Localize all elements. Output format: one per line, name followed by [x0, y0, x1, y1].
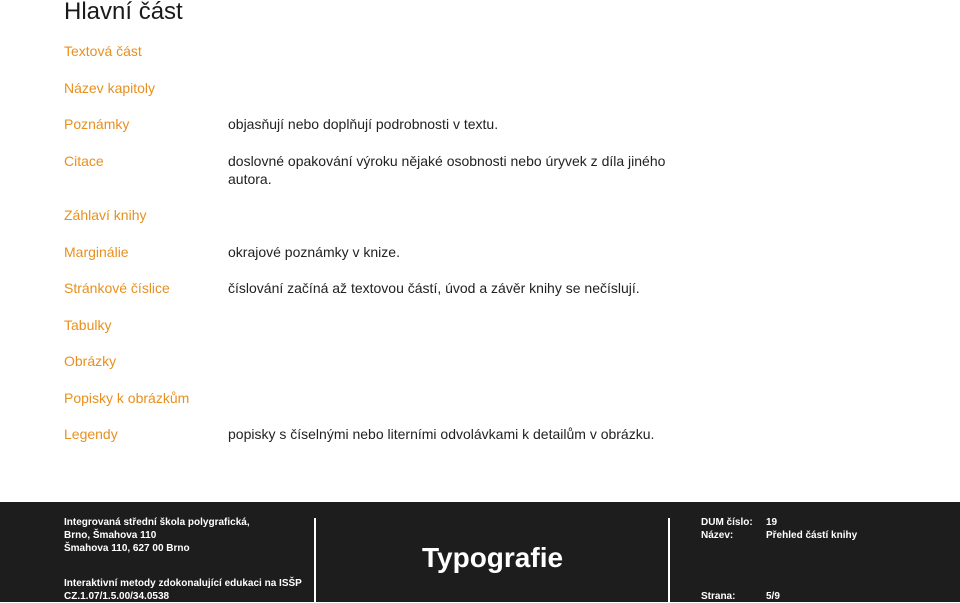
term-strankove-cislice: Stránkové číslice [64, 280, 170, 296]
page-title: Hlavní část [64, 0, 183, 25]
footer-subject-title: Typografie [422, 542, 564, 573]
term-nazev-kapitoly: Název kapitoly [64, 80, 156, 96]
term-popisky-k-obrazkum: Popisky k obrázkům [64, 390, 190, 406]
term-obrazky: Obrázky [64, 353, 117, 369]
term-tabulky: Tabulky [64, 317, 112, 333]
footer-page-label: Strana: [701, 591, 736, 602]
footer-name-value: Přehled částí knihy [766, 530, 858, 541]
footer-page-value: 5/9 [766, 591, 780, 602]
definition-legendy: popisky s číselnými nebo literními odvolávkami k detailům v obrázku. [228, 426, 655, 442]
definition-strankove-cislice: číslování začíná až textovou částí, úvod a závěr knihy se nečíslují. [228, 280, 640, 296]
term-marginalie: Marginálie [64, 244, 129, 260]
definition-poznamky: objasňují nebo doplňují podrobnosti v textu. [228, 116, 499, 132]
term-legendy: Legendy [64, 426, 118, 442]
footer-school-name: Integrovaná střední škola polygrafická, [64, 517, 250, 528]
footer-divider-left [314, 518, 316, 602]
term-textova-cast: Textová část [64, 43, 142, 59]
term-zahlavi-knihy: Záhlaví knihy [64, 207, 147, 223]
definition-citace: doslovné opakování výroku nějaké osobnosti nebo úryvek z díla jiného autora. [228, 153, 666, 187]
footer-divider-right [668, 518, 670, 602]
footer-bar [0, 502, 960, 602]
footer-name-label: Název: [701, 530, 734, 541]
footer-project-name: Interaktivní metody zdokonalující edukaci na ISŠP [64, 578, 302, 589]
definition-marginalie: okrajové poznámky v knize. [228, 244, 400, 260]
footer-school-address: Šmahova 110, 627 00 Brno [64, 543, 190, 554]
footer-dum-label: DUM číslo: [701, 517, 753, 528]
footer-school-city: Brno, Šmahova 110 [64, 530, 157, 541]
term-poznamky: Poznámky [64, 116, 130, 132]
term-citace: Citace [64, 153, 104, 169]
footer-project-code: CZ.1.07/1.5.00/34.0538 [64, 591, 170, 602]
footer-dum-value: 19 [766, 517, 778, 528]
